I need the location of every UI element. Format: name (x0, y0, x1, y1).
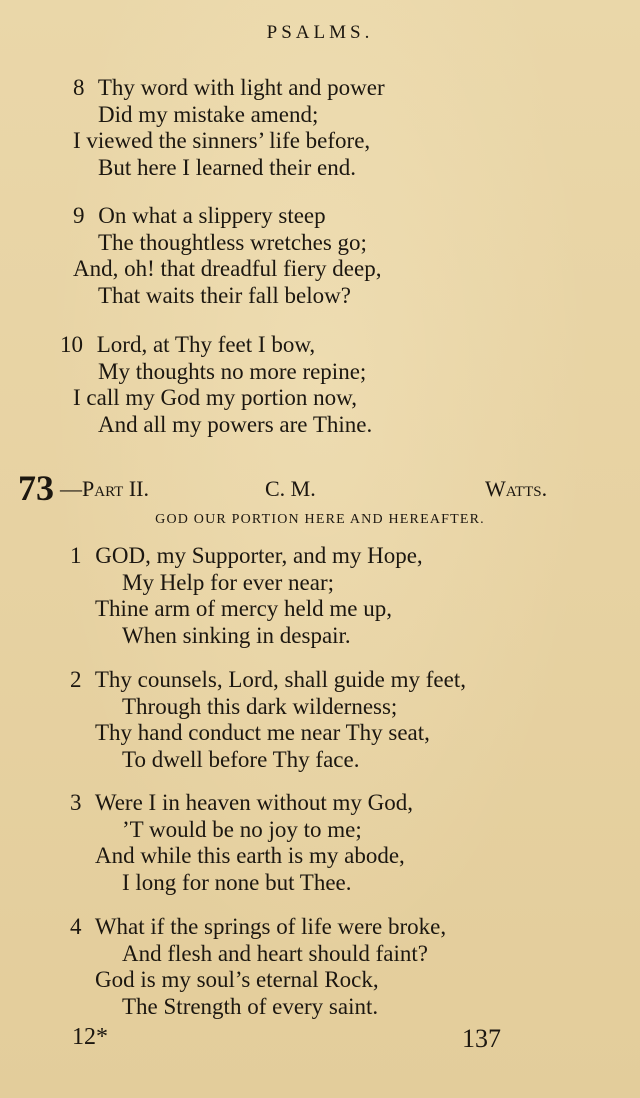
verse-line: To dwell before Thy face. (122, 746, 360, 772)
verse-line: Thine arm of mercy held me up, (95, 596, 392, 621)
verse-9 (73, 203, 381, 309)
verse-number: 8 (73, 75, 85, 100)
verse-line: GOD, my Supporter, and my Hope, (95, 543, 423, 568)
verse-line: Were I in heaven without my God, (94, 790, 413, 815)
verse-number: 2 (70, 667, 82, 692)
page-number: 137 (462, 1024, 501, 1053)
verse-line: The thoughtless wretches go; (98, 229, 367, 255)
verse-line: And, oh! that dreadful fiery deep, (73, 256, 382, 281)
verse-line: And flesh and heart should faint? (122, 940, 428, 966)
verse-line: What if the springs of life were broke, (94, 914, 447, 939)
verse-line: Through this dark wilderness; (122, 693, 398, 719)
verse-8 (73, 75, 385, 181)
hymn-verse-1 (70, 543, 423, 649)
hymn-verse-3 (70, 790, 413, 896)
verse-10 (60, 332, 372, 438)
verse-line: My Help for ever near; (122, 569, 335, 595)
verse-line: On what a slippery steep (98, 203, 326, 228)
hymn-verse-4 (70, 914, 446, 1020)
hymn-meter: C. M. (265, 476, 316, 501)
hymn-header (18, 470, 578, 506)
verse-line: When sinking in despair. (122, 622, 351, 648)
verse-number: 1 (70, 543, 82, 568)
verse-line: God is my soul’s eternal Rock, (95, 967, 379, 992)
verse-number: 9 (73, 203, 85, 228)
verse-line: That waits their fall below? (98, 282, 351, 308)
hymn-part: —Part II. (60, 476, 149, 501)
verse-line: The Strength of every saint. (122, 993, 379, 1019)
verse-number: 4 (70, 914, 82, 939)
verse-number: 10 (60, 332, 83, 357)
verse-line: And all my powers are Thine. (98, 411, 373, 437)
verse-line: Lord, at Thy feet I bow, (96, 332, 316, 357)
running-head: PSALMS. (266, 22, 374, 43)
hymn-number: 73 (18, 468, 54, 508)
hymn-subtitle: GOD OUR PORTION HERE AND HEREAFTER. (155, 512, 485, 527)
verse-line: Thy counsels, Lord, shall guide my feet, (94, 667, 466, 692)
verse-line: I call my God my portion now, (73, 385, 358, 410)
verse-line: ’T would be no joy to me; (122, 816, 362, 842)
signature-mark: 12* (72, 1024, 108, 1050)
verse-line: And while this earth is my abode, (95, 843, 405, 868)
hymn-verse-2 (70, 667, 466, 773)
verse-line: But here I learned their end. (98, 154, 356, 180)
verse-line: I long for none but Thee. (122, 869, 352, 895)
verse-line: Thy hand conduct me near Thy seat, (95, 720, 430, 745)
verse-number: 3 (70, 790, 82, 815)
verse-line: I viewed the sinners’ life before, (73, 128, 371, 153)
hymn-author: Watts. (485, 476, 548, 501)
verse-line: My thoughts no more repine; (98, 358, 367, 384)
verse-line: Thy word with light and power (97, 75, 385, 100)
verse-line: Did my mistake amend; (98, 101, 319, 127)
